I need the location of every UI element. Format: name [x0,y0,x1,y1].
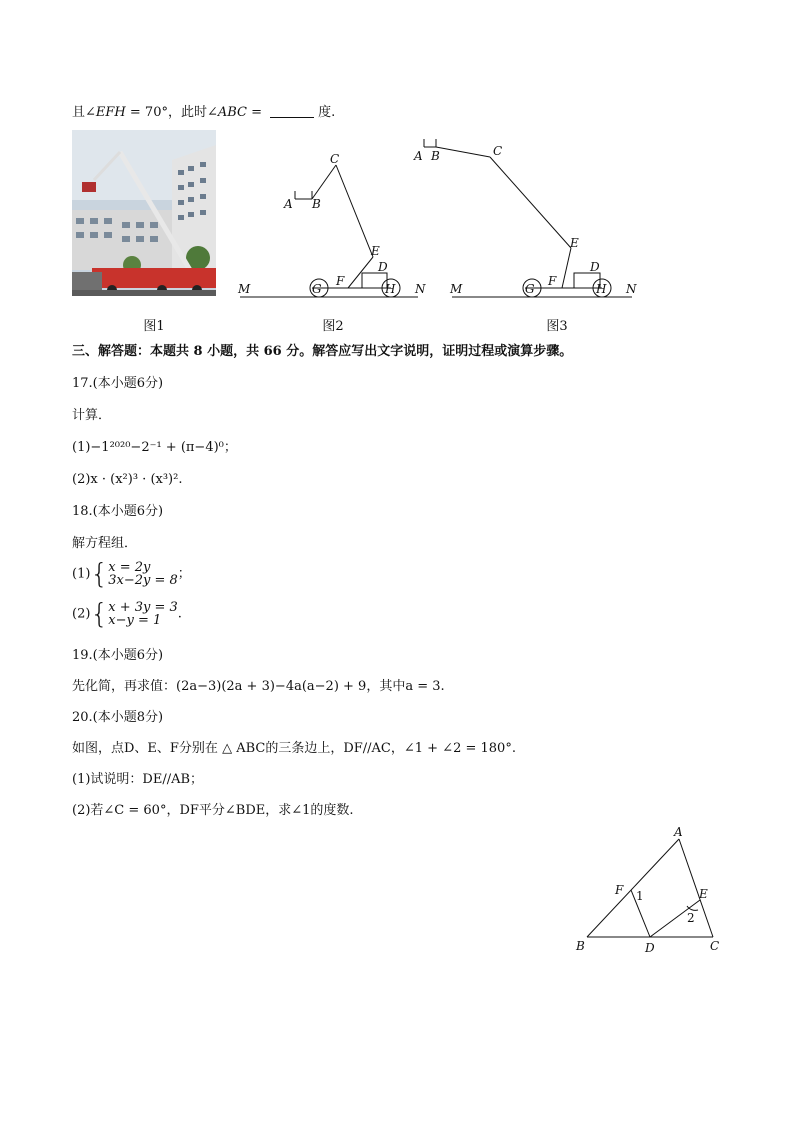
q20-header: 20.(本小题8分) [72,710,164,725]
q20-label-B: B [576,939,585,953]
q17-part1: (1)−1²⁰²⁰−2⁻¹ + (π−4)⁰； [72,440,237,455]
figure-2-caption: 图2 [322,319,344,334]
q20-angle-2: 2 [687,911,695,925]
figure-3-diagram [412,135,642,305]
q18-part1: (1){x = 2y 3x−2y = 8； [72,557,191,590]
q20-label-C: C [710,939,720,953]
q18-instruction: 解方程组． [72,536,138,551]
fig2-label-H: H [385,282,396,296]
q20-label-E: E [699,887,708,901]
q19-text: 先化简，再求值：(2a−3)(2a + 3)−4a(a−2) + 9，其中a = 3. [72,679,445,694]
figure-3-caption: 图3 [546,319,568,334]
q18-part2: (2){x + 3y = 3 x−y = 1 . [72,597,182,630]
fig2-label-F: F [336,274,345,288]
q20-label-F: F [615,883,624,897]
fig2-label-M: M [238,282,251,296]
q17-header: 17.(本小题6分) [72,376,164,391]
figure-2-diagram [232,145,432,305]
fig3-label-F: F [548,274,557,288]
q19-header: 19.(本小题6分) [72,648,164,663]
q18-header: 18.(本小题6分) [72,504,164,519]
fig3-label-H: H [596,282,607,296]
q20-label-A: A [674,825,683,839]
fig3-label-E: E [570,236,579,250]
fig2-label-E: E [371,244,380,258]
figure-1-caption: 图1 [143,319,165,334]
q17-instruction: 计算． [72,408,112,423]
q20-part1: (1)试说明：DE//AB； [72,772,204,787]
fig3-label-B: B [431,149,440,163]
fig3-label-G: G [525,282,535,296]
fig2-label-N: N [415,282,426,296]
question-16-tail: 且∠EFH = 70°，此时∠ABC = 度. [72,105,336,120]
fig2-label-D: D [378,260,388,274]
fig3-label-N: N [626,282,637,296]
fig3-label-M: M [450,282,463,296]
fig3-label-A: A [414,149,423,163]
fig2-label-G: G [312,282,322,296]
fig2-label-B: B [312,197,321,211]
q20-triangle-diagram [570,822,730,962]
q20-part2: (2)若∠C = 60°，DF平分∠BDE，求∠1的度数. [72,803,354,818]
section-heading: 三、解答题：本题共 8 小题，共 66 分。解答应写出文字说明，证明过程或演算步骤。 [72,344,573,359]
fig2-label-C: C [330,152,340,166]
fig2-label-A: A [284,197,293,211]
answer-blank[interactable] [270,105,314,118]
fig3-label-D: D [590,260,600,274]
q20-angle-1: 1 [636,889,644,903]
q20-text: 如图，点D、E、F分别在 △ ABC的三条边上，DF//AC，∠1 + ∠2 = 180°. [72,741,516,756]
figure-1-photo [72,130,216,296]
q20-label-D: D [645,941,655,955]
q17-part2: (2)x · (x²)³ · (x³)². [72,472,183,487]
fig3-label-C: C [493,144,503,158]
